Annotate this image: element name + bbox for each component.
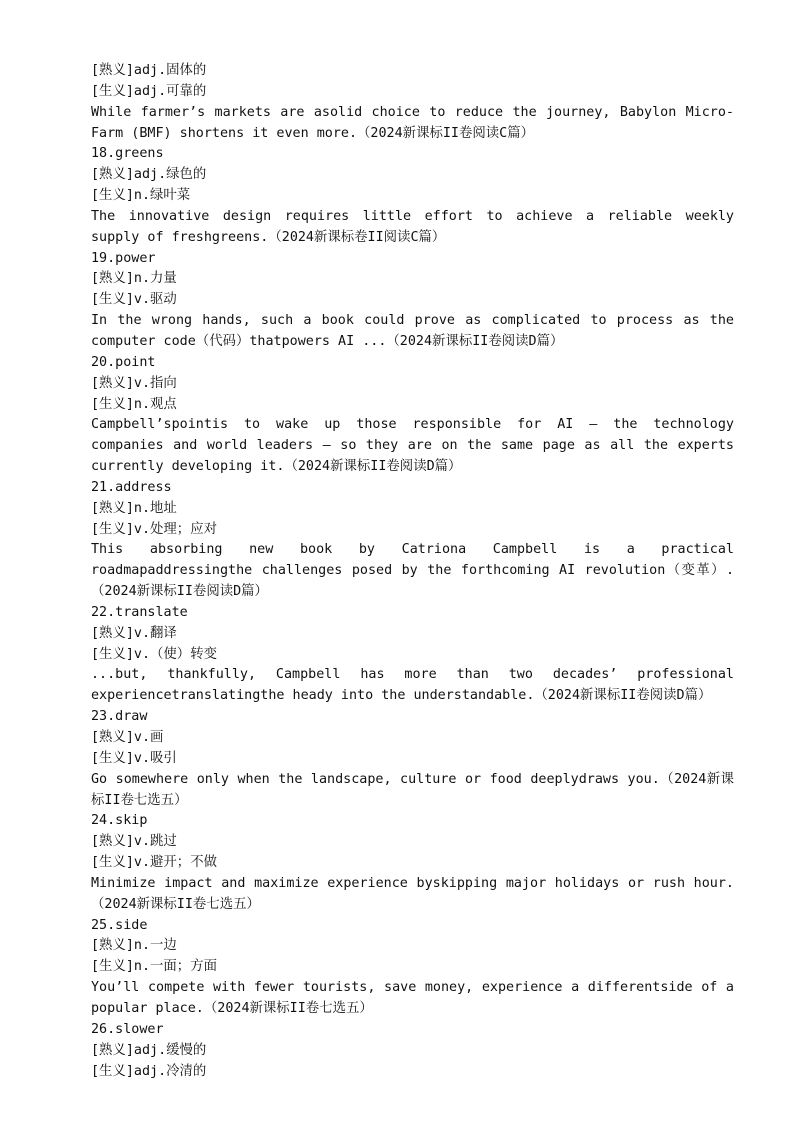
example-sentence: While farmer’s markets are asolid choice to reduce the journey, Babylon Micro-Farm (BMF) shortens it even more.（2024新课标II卷阅读C篇） (91, 104, 734, 141)
example-sentence: Campbell’spointis to wake up those responsible for AI — the technology companies and world leaders — so they are on the same page as all the experts currently developing it.（2024新课标II卷阅读D篇） (91, 417, 734, 475)
familiar-meaning: [熟义]v.画 (91, 730, 164, 745)
new-meaning: [生义]v.（使）转变 (91, 646, 217, 662)
vocab-heading: 26.slower (91, 1021, 164, 1037)
vocab-heading: 24.skip (91, 813, 148, 829)
example-sentence: ...but, thankfully, Campbell has more than two decades’ professional experiencetranslatingthe heady into the understandable.（2024新课标II卷阅读D篇） (91, 667, 734, 704)
new-meaning: [生义]n.一面；方面 (91, 959, 217, 975)
vocab-heading: 22.translate (91, 604, 188, 620)
vocab-heading: 18.greens (91, 146, 164, 162)
new-meaning: [生义]v.吸引 (91, 750, 177, 766)
example-sentence: The innovative design requires little effort to achieve a reliable weekly supply of freshgreens.（2024新课标卷II阅读C篇） (91, 208, 734, 245)
example-sentence: Minimize impact and maximize experience byskipping major holidays or rush hour.（2024新课标II卷七选五） (91, 875, 734, 912)
familiar-meaning: [熟义]v.翻译 (91, 625, 177, 641)
familiar-meaning: [熟义]adj.缓慢的 (91, 1042, 207, 1058)
familiar-meaning: [熟义]n.一边 (91, 938, 177, 954)
familiar-meaning: [熟义]adj.固体的 (91, 63, 207, 78)
vocab-heading: 25.side (91, 917, 148, 933)
vocab-heading: 19.power (91, 250, 156, 266)
new-meaning: [生义]adj.冷清的 (91, 1063, 207, 1079)
vocab-heading: 20.point (91, 354, 156, 370)
vocab-heading: 23.draw (91, 709, 148, 725)
new-meaning: [生义]n.观点 (91, 396, 177, 412)
example-sentence: In the wrong hands, such a book could prove as complicated to process as the computer code（代码）thatpowers AI ...（2024新课标II卷阅读D篇） (91, 313, 734, 349)
new-meaning: [生义]v.驱动 (91, 292, 177, 308)
new-meaning: [生义]adj.可靠的 (91, 83, 207, 99)
new-meaning: [生义]v.处理；应对 (91, 521, 217, 537)
familiar-meaning: [熟义]v.跳过 (91, 834, 177, 850)
new-meaning: [生义]v.避开；不做 (91, 855, 217, 871)
familiar-meaning: [熟义]v.指向 (91, 375, 177, 391)
familiar-meaning: [熟义]n.地址 (91, 500, 177, 516)
example-sentence: You’ll compete with fewer tourists, save money, experience a differentside of a popular place.（2024新课标II卷七选五） (91, 980, 734, 1016)
document-page (60, 61, 734, 1082)
familiar-meaning: [熟义]adj.绿色的 (91, 167, 207, 183)
example-sentence: Go somewhere only when the landscape, culture or food deeplydraws you.（2024新课标II卷七选五） (91, 771, 734, 808)
new-meaning: [生义]n.绿叶菜 (91, 188, 191, 204)
vocab-heading: 21.address (91, 479, 172, 495)
example-sentence: This absorbing new book by Catriona Campbell is a practical roadmapaddressingthe challenges posed by the forthcoming AI revolution（变革）.（2024新课标II卷阅读D篇） (91, 542, 734, 600)
familiar-meaning: [熟义]n.力量 (91, 271, 177, 287)
